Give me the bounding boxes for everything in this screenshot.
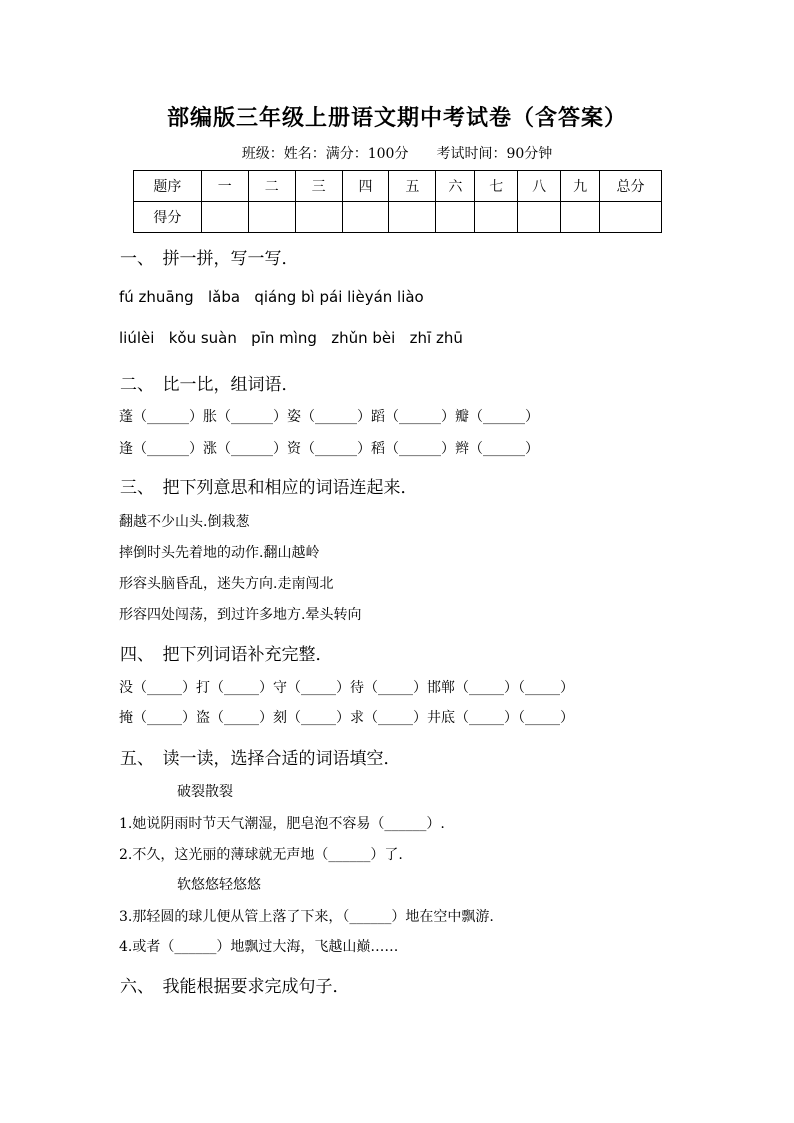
score-table-score-row — [134, 202, 662, 233]
score-cell[interactable] — [436, 202, 475, 233]
score-table — [133, 170, 662, 233]
header-cell: 九 — [561, 171, 600, 202]
section-3-heading: 三、 把下列意思和相应的词语连起来． — [120, 478, 418, 498]
idiom-fill-line: 掩（_____）盗（_____）刻（_____）求（_____）井底（_____）（_____） — [119, 710, 574, 726]
header-cell: 一 — [201, 171, 248, 202]
score-cell[interactable] — [201, 202, 248, 233]
match-item: 翻越不少山头.倒栽葱 — [119, 514, 250, 530]
section-4-heading: 四、 把下列词语补充完整． — [120, 645, 333, 665]
header-cell: 七 — [475, 171, 518, 202]
score-cell[interactable] — [389, 202, 436, 233]
score-cell[interactable] — [248, 202, 295, 233]
score-cell[interactable] — [342, 202, 389, 233]
fill-question: 4.或者（______）地飘过大海，飞越山巅…… — [119, 939, 399, 955]
word-compare-line: 蓬（______）胀（______）姿（______）蹈（______）瓣（______） — [119, 409, 539, 425]
word-compare-line: 逢（______）涨（______）资（______）稻（______）辫（______） — [119, 441, 539, 457]
fill-question: 3.那轻圆的球儿便从管上落了下来，（______）地在空中飘游. — [119, 909, 494, 925]
match-item: 形容四处闯荡，到过许多地方.晕头转向 — [119, 607, 362, 623]
header-cell: 总分 — [600, 171, 662, 202]
section-2-heading: 二、 比一比，组词语． — [120, 375, 299, 395]
row-label: 得分 — [134, 202, 202, 233]
fill-question: 2.不久，这光丽的薄球就无声地（______）了. — [119, 847, 403, 863]
word-options: 软悠悠轻悠悠 — [177, 877, 261, 893]
section-1-heading: 一、 拼一拼，写一写． — [120, 249, 299, 269]
score-cell[interactable] — [600, 202, 662, 233]
section-5-heading: 五、 读一读，选择合适的词语填空． — [120, 749, 401, 769]
section-6-heading: 六、 我能根据要求完成句子． — [120, 977, 350, 997]
header-cell: 四 — [342, 171, 389, 202]
header-cell: 题序 — [134, 171, 202, 202]
pinyin-line: liúlèi kǒu suàn pīn mìng zhǔn bèi zhī zhū — [119, 329, 463, 347]
match-item: 形容头脑昏乱，迷失方向.走南闯北 — [119, 576, 334, 592]
header-cell: 六 — [436, 171, 475, 202]
score-cell[interactable] — [518, 202, 561, 233]
header-cell: 二 — [248, 171, 295, 202]
match-item: 摔倒时头先着地的动作.翻山越岭 — [119, 545, 320, 561]
fill-question: 1.她说阴雨时节天气潮湿，肥皂泡不容易（______）. — [119, 816, 445, 832]
page-title: 部编版三年级上册语文期中考试卷（含答案） — [166, 105, 627, 131]
score-cell[interactable] — [475, 202, 518, 233]
word-options: 破裂散裂 — [177, 784, 233, 800]
pinyin-line: fú zhuāng lǎba qiáng bì pái lièyán liào — [119, 288, 424, 306]
score-cell[interactable] — [561, 202, 600, 233]
exam-info: 班级：姓名：满分：100分 考试时间：90分钟 — [241, 146, 553, 162]
idiom-fill-line: 没（_____）打（_____）守（_____）待（_____）邯郸（_____）（_____） — [119, 680, 574, 696]
header-cell: 八 — [518, 171, 561, 202]
header-cell: 五 — [389, 171, 436, 202]
header-cell: 三 — [295, 171, 342, 202]
score-table-header-row — [134, 171, 662, 202]
score-cell[interactable] — [295, 202, 342, 233]
